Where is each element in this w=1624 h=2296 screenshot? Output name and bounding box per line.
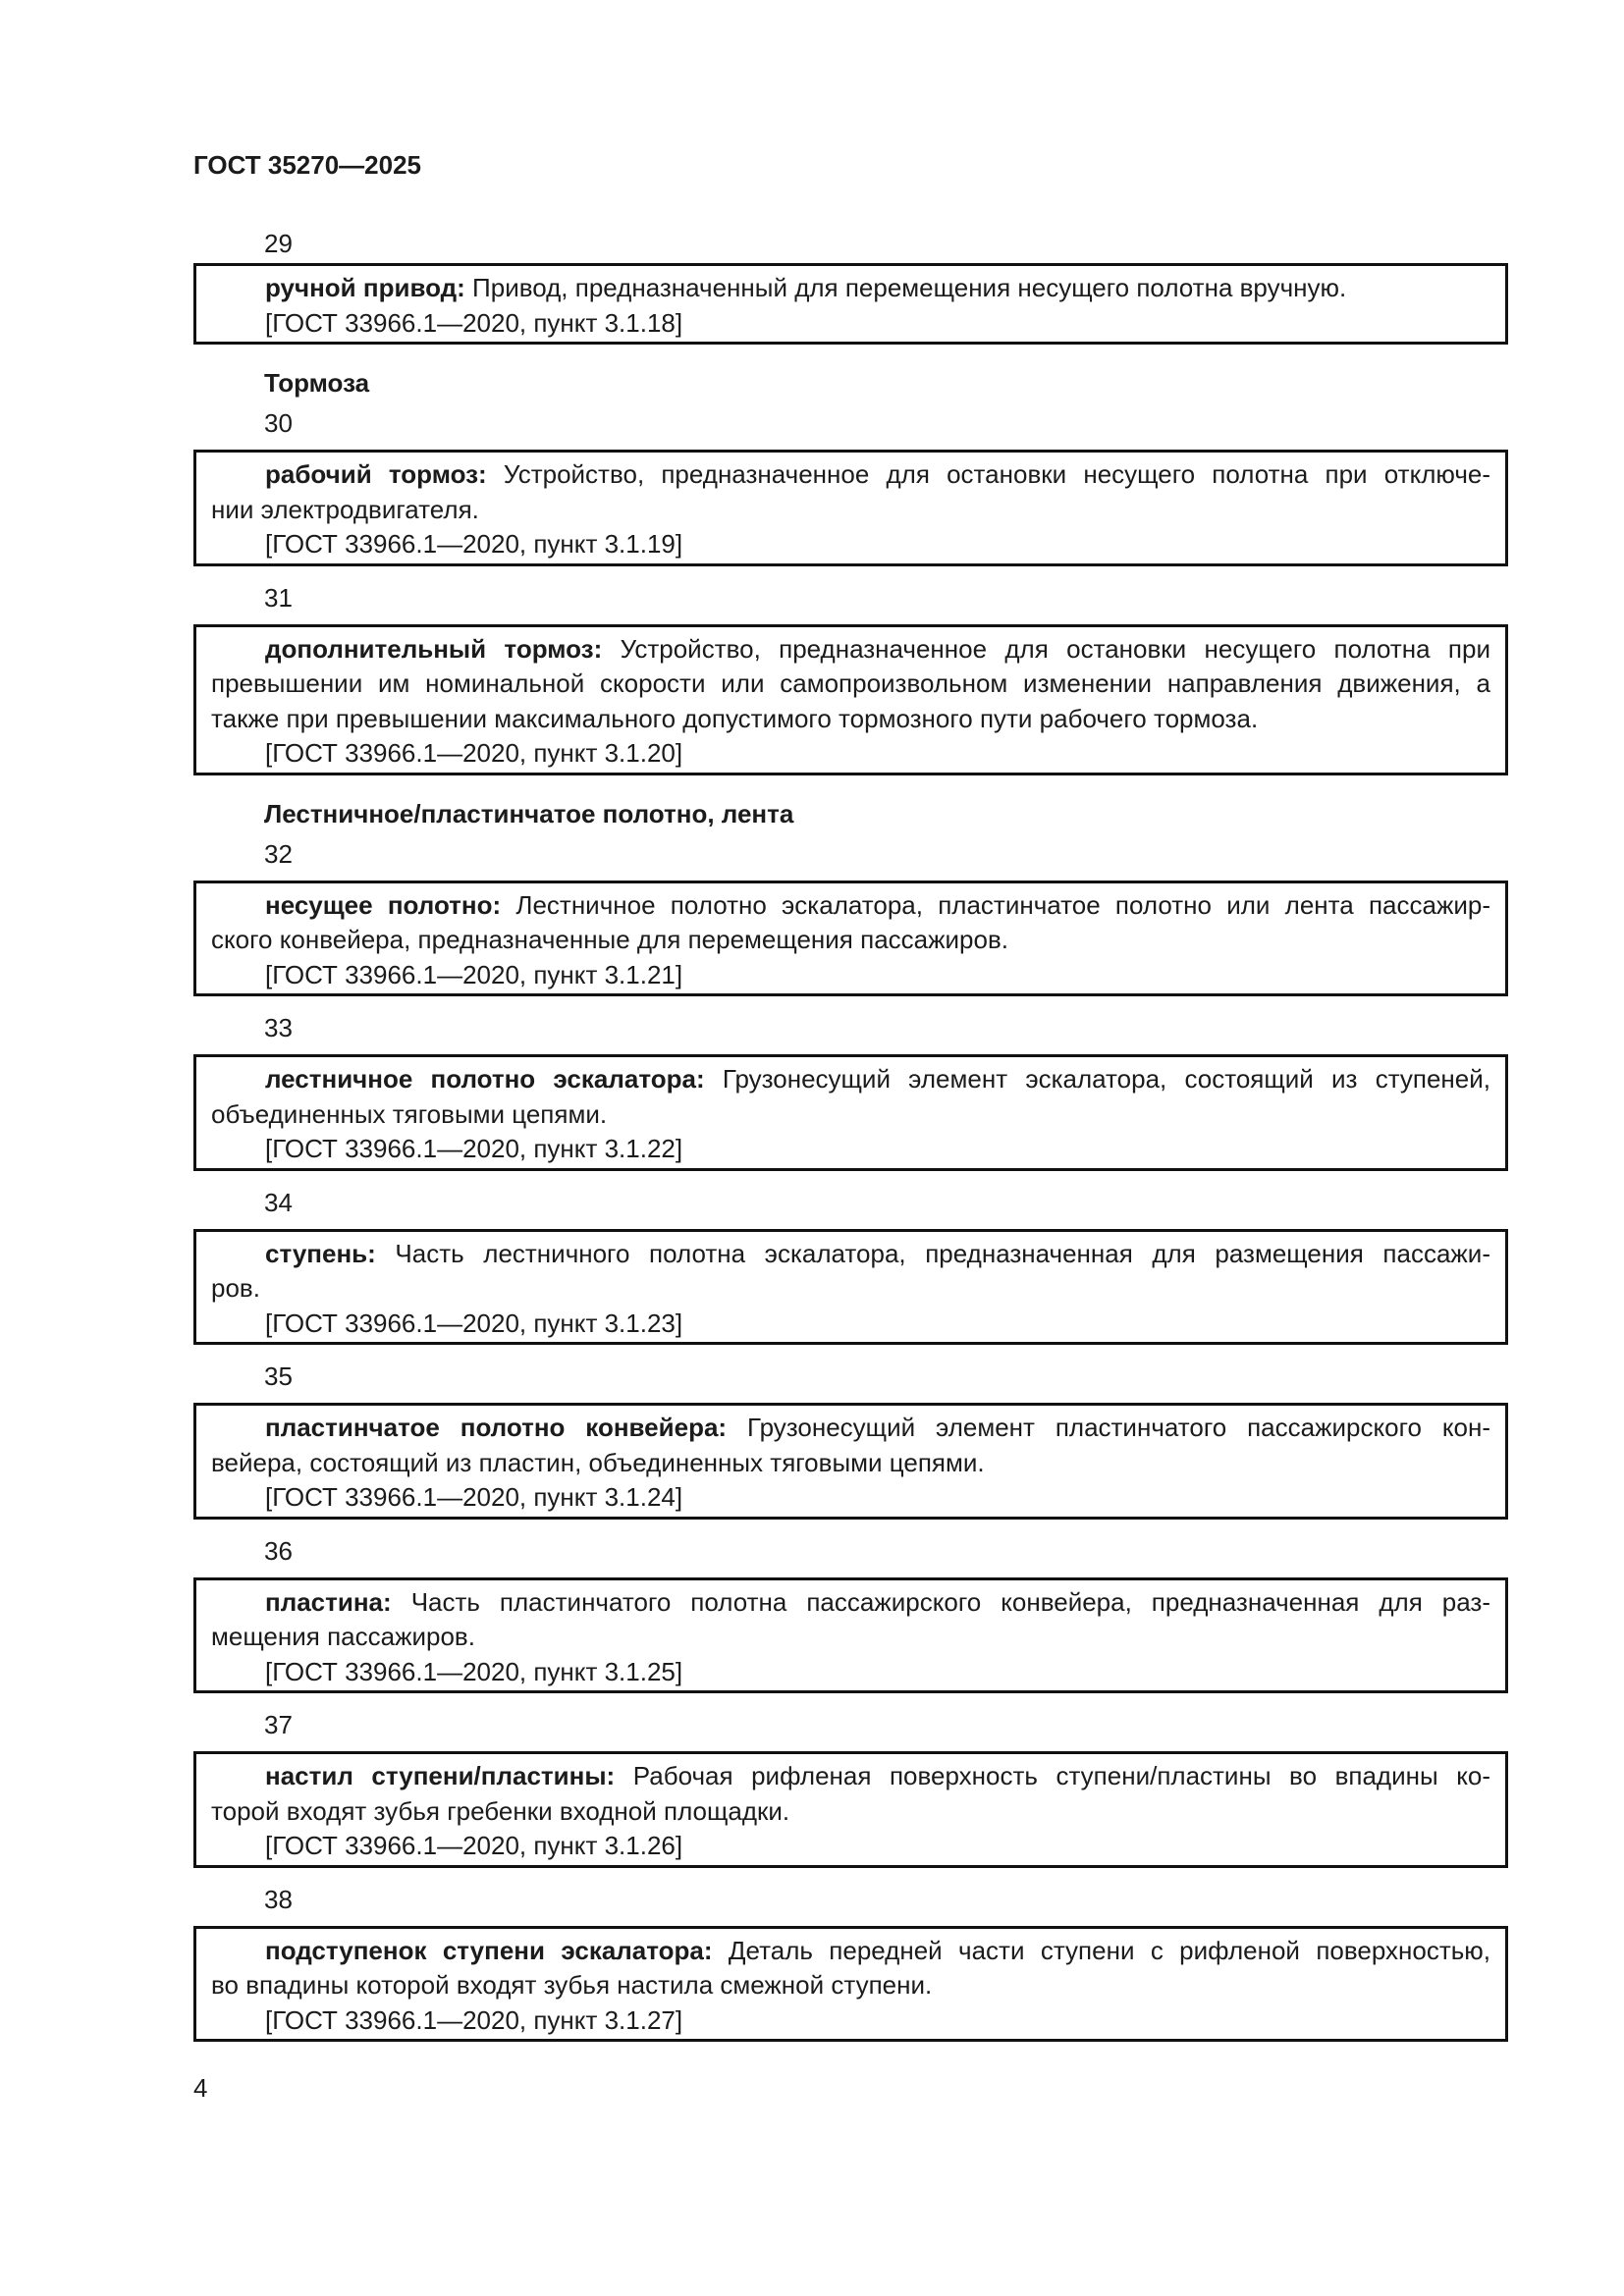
term-name: лестничное полотно эскалатора:	[265, 1064, 705, 1094]
document-code-header: ГОСТ 35270—2025	[193, 150, 421, 180]
term-definition: Рабочая рифленая поверхность ступени/пластины во впадины ко-	[632, 1761, 1490, 1790]
term-name: пластина:	[265, 1586, 392, 1617]
term-definition: Часть лестничного полотна эскалатора, предназначенная для размещения пассажи-	[395, 1238, 1490, 1268]
term-definition-line	[211, 888, 1490, 924]
term-reference: [ГОСТ 33966.1—2020, пункт 3.1.21]	[265, 959, 683, 989]
term-number: 31	[264, 582, 293, 613]
term-box	[193, 450, 1508, 566]
term-definition-line: ского конвейера, предназначенные для перемещения пассажиров.	[211, 925, 1008, 954]
term-box	[193, 1926, 1508, 2043]
term-reference: [ГОСТ 33966.1—2020, пункт 3.1.19]	[265, 529, 683, 559]
term-definition-line: вейера, состоящий из пластин, объединенных тяговыми цепями.	[211, 1447, 985, 1477]
term-definition-line	[211, 1759, 1490, 1794]
term-box	[193, 624, 1508, 775]
term-box	[193, 1054, 1508, 1171]
term-reference: [ГОСТ 33966.1—2020, пункт 3.1.22]	[265, 1134, 683, 1163]
term-definition-line	[211, 1585, 1490, 1621]
term-definition-line: мещения пассажиров.	[211, 1622, 475, 1651]
term-name: пластинчатое полотно конвейера:	[265, 1413, 728, 1442]
term-reference: [ГОСТ 33966.1—2020, пункт 3.1.18]	[265, 307, 683, 338]
term-definition-line: ров.	[211, 1273, 260, 1303]
term-definition-line	[211, 457, 1490, 493]
section-heading-row	[193, 345, 1508, 398]
term-number: 34	[264, 1187, 293, 1217]
term-reference: [ГОСТ 33966.1—2020, пункт 3.1.24]	[265, 1482, 683, 1512]
term-definition-line	[211, 1237, 1490, 1272]
term-name: несущее полотно:	[265, 889, 502, 920]
term-box	[193, 1577, 1508, 1694]
term-box	[193, 1751, 1508, 1868]
term-definition-line	[211, 271, 1490, 306]
term-definition: Часть пластинчатого полотна пассажирского конвейера, предназначенная для раз-	[410, 1586, 1490, 1617]
term-reference: [ГОСТ 33966.1—2020, пункт 3.1.27]	[265, 2004, 683, 2035]
term-definition-line	[211, 1934, 1490, 1969]
term-number: 33	[264, 1013, 293, 1042]
term-number: 38	[264, 1884, 293, 1914]
document-page	[193, 148, 1508, 2042]
term-box	[193, 1403, 1508, 1520]
term-reference: [ГОСТ 33966.1—2020, пункт 3.1.20]	[265, 738, 683, 768]
page-number: 4	[193, 2073, 208, 2103]
term-definition-line	[211, 1062, 1490, 1097]
term-name: подступенок ступени эскалатора:	[265, 1935, 713, 1965]
term-number: 36	[264, 1535, 293, 1566]
section-heading-row	[193, 775, 1508, 828]
term-name: рабочий тормоз:	[265, 459, 487, 489]
term-box	[193, 263, 1508, 345]
term-reference: [ГОСТ 33966.1—2020, пункт 3.1.25]	[265, 1656, 683, 1686]
term-definition-line: во впадины которой входят зубья настила смежной ступени.	[211, 1970, 933, 2000]
term-number: 29	[264, 229, 293, 258]
section-heading: Лестничное/пластинчатое полотно, лента	[264, 798, 794, 828]
term-definition-line	[211, 1411, 1490, 1446]
term-definition: Устройство, предназначенное для остановки несущего полотна при	[620, 633, 1490, 664]
term-box	[193, 1229, 1508, 1346]
term-definition-line: нии электродвигателя.	[211, 494, 479, 524]
term-name: дополнительный тормоз:	[265, 633, 603, 664]
term-reference: [ГОСТ 33966.1—2020, пункт 3.1.26]	[265, 1831, 683, 1860]
term-definition-line: объединенных тяговыми цепями.	[211, 1098, 608, 1129]
term-name: ступень:	[265, 1238, 376, 1268]
term-definition-line	[211, 632, 1490, 667]
term-number: 35	[264, 1362, 293, 1391]
term-definition: Деталь передней части ступени с рифленой поверхностью,	[728, 1935, 1490, 1965]
term-definition: Лестничное полотно эскалатора, пластинчатое полотно или лента пассажир-	[515, 889, 1490, 920]
term-number: 32	[264, 838, 293, 869]
term-definition-line: также при превышении максимального допустимого тормозного пути рабочего тормоза.	[211, 703, 1259, 733]
term-definition-line: превышении им номинальной скорости или самопроизвольном изменении направления движения, а	[211, 668, 1490, 698]
term-name: настил ступени/пластины:	[265, 1761, 616, 1790]
term-definition: Устройство, предназначенное для остановки несущего полотна при отключе-	[503, 459, 1490, 489]
section-heading: Тормоза	[264, 368, 370, 398]
term-definition: Грузонесущий элемент пластинчатого пассажирского кон-	[746, 1413, 1490, 1442]
term-number: 30	[264, 408, 293, 438]
term-reference: [ГОСТ 33966.1—2020, пункт 3.1.23]	[265, 1308, 683, 1338]
term-definition: Привод, предназначенный для перемещения несущего полотна вручную.	[472, 273, 1347, 302]
term-definition-line: торой входят зубья гребенки входной площадки.	[211, 1795, 790, 1826]
term-name: ручной привод:	[265, 273, 465, 302]
term-definition: Грузонесущий элемент эскалатора, состоящий из ступеней,	[722, 1064, 1490, 1094]
term-number: 37	[264, 1710, 293, 1739]
term-box	[193, 881, 1508, 997]
